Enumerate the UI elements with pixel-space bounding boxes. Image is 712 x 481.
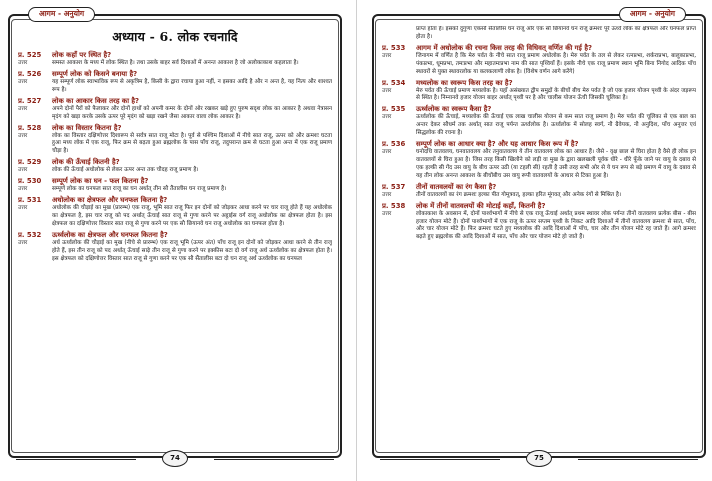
answer-label: उत्तर (18, 205, 28, 212)
continued-paragraph (382, 26, 696, 42)
question (382, 79, 696, 88)
qa-item (18, 231, 332, 264)
question-text: सम्पूर्ण लोक का आधार क्या है? और यह आधार किस रूप में है? (416, 140, 579, 149)
answer-text: मेरु पर्वत की ऊँचाई प्रमाण मध्यलोक है। यहाँ असंख्यात द्वीप समुद्रों के बीचों बीच मेरु पर्वत है जो एक हजार योजन पृथ्वी के अंदर जड़रूप से स्थित है। निम्नानवे हजार योजन बाहर अर्थात् पृथ्वी पर है और चालीस योजन ऊँची जिसकी चूलिका है। (416, 87, 696, 102)
answer-text: तीनों वातवलयों का रंग क्रमशः हल्का पीत गोमूत्रवत्, हल्का हरित मूंगवत् और अनेक रंगों से मिश्रित है। (416, 191, 622, 198)
qa-item (18, 97, 332, 122)
qa-item (382, 44, 696, 77)
footer-rule (578, 459, 698, 460)
page-number: 75 (526, 450, 552, 467)
answer-text: सम्पूर्ण लोक का घनफल सात राजू का घन अर्थात् तीन सौ तैंतालीस घन राजू प्रमाण है। (52, 186, 227, 193)
answer-text: अपने दोनों पैरों को फैलाकर और दोनों हाथों को अपनी कमर के दोनों ओर रखकर खड़े हुए पुरुष सदृश लोक का आकार है अथवा नेत्रासन मृदंग को खड़ा करके उसके ऊपर पूरे मृदंग को खड़ा रखने जैसा आकार वाला लोक आकार है। (52, 105, 332, 120)
question-number: प्र. 538 (382, 201, 406, 210)
answer (382, 149, 696, 181)
chapter-title: अध्याय - 6. लोक रचनादि (112, 29, 238, 44)
answer-label: उत्तर (382, 149, 392, 156)
question-number: प्र. 535 (382, 105, 406, 114)
answer-text: अर्ध ऊर्ध्वलोक की चौड़ाई का मुख (नीचे से प्रारम्भ) एक राजू भूमि (ऊपर अंत) पाँच राजू इन दोनों को जोड़कर आधा करने से तीन राजू होते हैं, इस तीन राजू को पद अर्थात् ऊँचाई साढ़े तीन राजू से गुणा करने पर इक्कीस बटा दो वर्ग राजू अर्ध ऊर्ध्वलोक का क्षेत्रफल होता है। इस क्षेत्रफल को दक्षिणोत्तर विस्तार सात राजू से गुणा करने पर एक सौ सैंतालीस बटा दो घन राजू अर्ध ऊर्ध्वलोक का घनफल (52, 239, 332, 262)
qa-item (18, 124, 332, 157)
answer-text: समस्त आकाश के मध्य में लोक स्थित है। तथा उसके बाहर सर्व दिशाओं में अनन्त आकाश है जो अलोकाकाश कहलाता है। (52, 60, 299, 66)
question-number: प्र. 530 (18, 177, 42, 186)
right-page (370, 6, 708, 472)
answer (18, 60, 332, 68)
footer-rule (214, 459, 334, 460)
question (18, 196, 332, 205)
question-number: प्र. 528 (18, 123, 42, 132)
question-number: प्र. 537 (382, 182, 406, 191)
question-text: लोक का आकार किस तरह का है? (52, 96, 140, 105)
answer-label: उत्तर (382, 114, 392, 121)
answer-text: लोक की ऊँचाई अधोलोक से लेकर ऊपर अन्त तक चौदह राजू प्रमाण है। (52, 167, 199, 174)
question (382, 105, 696, 114)
question-text: ऊर्ध्वलोक का स्वरूप कैसा है? (416, 105, 492, 114)
question-number: प्र. 532 (18, 230, 42, 239)
qa-item (382, 183, 696, 200)
question-text: सम्पूर्ण लोक को किसने बनाया है? (52, 69, 138, 78)
answer-text: घनोदधि वातवलय, घनवातवलय और तनुवातवलय ये तीन वातवलय लोक का आधार हैं। जैसे - वृक्ष छाल से घिरा होता है वैसे ही लोक इन वातवलयों से घिरा हुआ है। जिस तरह किसी खिलौने को लड़ी वा मुख के द्वारा खलखली पूर्वक धीरे - धीरे फूँके जाने पर वायु के दबाव से एक हल्की सी गेंद उस वायु के बीच ऊपर उठी (या टहली सी) रहती है उसी तरह सभी ओर से ये घन रूप से बड़े प्रमाण में वायु के दबाव से यह तीन लोक अनन्त आकाश के बीचोंबीच उस वायु रूपी वातवलयों के आधार से टिका हुआ है। (416, 149, 696, 179)
question (18, 51, 332, 60)
question-number: प्र. 534 (382, 78, 406, 87)
answer (18, 240, 332, 264)
answer (18, 186, 332, 194)
answer (382, 192, 696, 200)
answer (382, 88, 696, 104)
question-text: लोक की ऊँचाई कितनी है? (52, 158, 120, 167)
qa-item (18, 177, 332, 194)
right-content (382, 26, 696, 446)
question-text: अधोलोक का क्षेत्रफल और घनफल कितना है? (52, 196, 168, 205)
answer (382, 114, 696, 138)
question (18, 97, 332, 106)
footer-rule (380, 459, 500, 460)
question-text: लोक का विस्तार कितना है? (52, 123, 122, 132)
question-text: लोक कहाँ पर स्थित है? (52, 51, 112, 59)
answer-label: उत्तर (382, 210, 392, 217)
question (18, 231, 332, 240)
answer (18, 167, 332, 175)
header-tab: आगम - अनुयोग (619, 7, 686, 22)
answer (18, 106, 332, 122)
answer-label: उत्तर (382, 191, 392, 198)
left-page (6, 6, 344, 472)
footer-rule (16, 459, 136, 460)
answer-text: अधोलोक की चौड़ाई का मुख (प्रारम्भ) एक राजू, भूमि सात राजू फिर इन दोनों को जोड़कर आधा करने पर चार राजू होते हैं यह अधोलोक का क्षेत्रफल है, इस चार राजू को पद अर्थात् ऊँचाई सात राजू से गुणा करने पर अट्ठाईस वर्ग राजू अधोलोक का क्षेत्रफल होता है। इस क्षेत्रफल का दक्षिणोत्तर विस्तार सात राजू से गुणा करने पर एक सौ छियानवे घन राजू अधोलोक का घनफल होता है। (52, 205, 332, 227)
answer-label: उत्तर (18, 60, 28, 66)
answer-text: लोक का विस्तार दक्षिणोत्तर दिशारूप से सर्वत्र सात राजू मोटा है। पूर्व से पश्चिम दिशाओं में नीचे सात राजू, ऊपर को और क्रमशः घटता हुआ मध्य लोक में एक राजू, फिर क्रम से बढ़ता हुआ ब्रह्मलोक के पास पाँच राजू, तदुपरान्त क्रम से घटता हुआ अन्त में एक राजू प्रमाण चौड़ा है। (52, 132, 332, 155)
question-text: तीनों वातवलयों का रंग कैसा है? (416, 182, 497, 191)
question-number: प्र. 526 (18, 69, 42, 78)
qa-item (382, 140, 696, 181)
answer-text: लोकाकाश के अवसान में, दोनों पार्श्वभागों में नीचे से एक राजू ऊँचाई अर्थात् प्रथम स्थावर लोक पर्यन्त तीनों वातवलय प्रत्येक बीस - बीस हजार योजन मोटे हैं। दोनों पार्श्वभागों में एक राजू के ऊपर सप्तम पृथ्वी के निकट आदि दिशाओं में तीनों वातवलय क्रमशः से सात, पाँच, और चार योजन मोटे हैं। फिर क्रमशः घटते हुए मध्यलोक की आदि दिशाओं में पाँच, चार और तीन योजन मोटे रह जाते हैं। आगे क्रमशः बढ़ते हुए ब्रह्मलोक की आदि दिशाओं में सात, पाँच और चार योजन मोटे हो जाते हैं। (416, 210, 696, 241)
question (382, 44, 696, 53)
question (382, 183, 696, 192)
answer-text: ऊर्ध्वलोक की ऊँचाई, मध्यलोक की ऊँचाई एक लाख चालीस योजन से कम सात राजू प्रमाण है। मेरु पर्वत की चूलिका से एक बाल का अन्तर देकर सौधर्म तक अर्थात् सात राजू पर्यन्त ऊर्ध्वलोक है। ऊर्ध्वलोक में सोलह स्वर्ग, नौ ग्रैवेयक, नौ अनुदिश, पाँच अनुत्तर एवं सिद्धलोक की रचना है। (416, 114, 696, 137)
question-number: प्र. 536 (382, 140, 406, 149)
question (18, 70, 332, 79)
question (18, 177, 332, 186)
answer-label: उत्तर (18, 132, 28, 139)
question (382, 202, 696, 211)
question-number: प्र. 531 (18, 196, 42, 205)
answer (18, 133, 332, 157)
question (18, 124, 332, 133)
qa-item (382, 202, 696, 243)
question-number: प्र. 533 (382, 43, 406, 52)
question (382, 140, 696, 149)
question-text: आगम में अधोलोक की रचना किस तरह की विधिवत् वर्णित की गई है? (416, 43, 592, 52)
answer-label: उत्तर (18, 167, 28, 174)
question-text: ऊर्ध्वलोक का क्षेत्रफल और घनफल कितना है? (52, 230, 168, 239)
answer (18, 79, 332, 95)
question (18, 158, 332, 167)
answer-label: उत्तर (18, 186, 28, 193)
question-number: प्र. 529 (18, 158, 42, 167)
qa-item (382, 79, 696, 104)
answer-label: उत्तर (382, 87, 392, 94)
question-text: मध्यलोक का स्वरूप किस तरह का है? (416, 78, 513, 87)
answer-label: उत्तर (18, 105, 28, 112)
qa-item (18, 196, 332, 229)
answer-label: उत्तर (18, 239, 28, 246)
qa-item (18, 158, 332, 175)
answer (18, 205, 332, 229)
page-number: 74 (162, 450, 188, 467)
answer (382, 53, 696, 77)
question-number: प्र. 527 (18, 96, 42, 105)
answer-label: उत्तर (382, 52, 392, 59)
answer-label: उत्तर (18, 78, 28, 85)
question-number: प्र. 525 (18, 51, 42, 59)
question-text: सम्पूर्ण लोक का घन - फल कितना है? (52, 177, 149, 186)
qa-list (382, 44, 696, 242)
answer (382, 211, 696, 243)
qa-list (18, 51, 332, 264)
qa-item (382, 105, 696, 138)
book-gutter (356, 0, 357, 481)
qa-item (18, 70, 332, 95)
answer-text: यह सम्पूर्ण लोक स्वाभाविक रूप से अकृत्रिम है, किसी के द्वारा रचाया हुआ नहीं, न इसका आदि है और न अन्त है, यह नित्य और शाश्वत रूप है। (52, 78, 332, 93)
continued-text: प्राप्त होता है। इसको दुगुणा एकसौ सैंतालीस घन राजू और एक सौ छियानवे घन राजू क्रमशः पूरे ऊर्ध्व लोक का क्षेत्रफल और घनफल प्राप्त होता है। (416, 26, 696, 40)
left-content (18, 26, 332, 446)
header-tab: आगम - अनुयोग (28, 7, 95, 22)
qa-item (18, 51, 332, 68)
answer-text: जिनागम में वर्णित है कि मेरु पर्वत के नीचे सात राजू प्रमाण अधोलोक है। मेरु पर्वत के तल से लेकर रत्नप्रभा, शर्कराप्रभा, बालुकाप्रभा, पंकप्रभा, धूमप्रभा, तमःप्रभा और महातमःप्रभा नाम की सात पृथ्वियाँ हैं। इसके नीचे एक राजू प्रमाण स्थान भूमि बिना निगोद आदिक पाँच स्थावरों से युक्त स्थावरलोक या कलकलाणी लोक है। (विशेष वर्णन आगे करेंगे) (416, 52, 696, 75)
question-text: लोक में तीनों वातवलयों की मोटाई कहाँ, कितनी है? (416, 201, 546, 210)
